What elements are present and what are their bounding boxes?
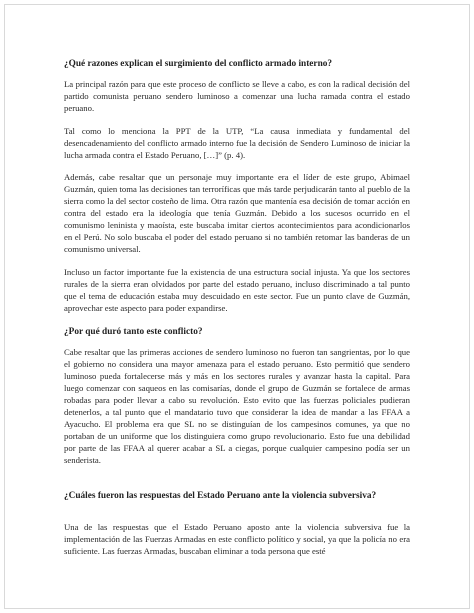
paragraph: Cabe resaltar que las primeras acciones de sendero luminoso no fueron tan sangrientas, por lo que el gobierno no considera una mayor amenaza para el estado peruano. Esto permitió que sendero luminoso pueda fortalecerse más y más en los sectores rurales y avanzar hasta la capital. Para luego comenzar con saqueos en las comisarías, donde el grupo de Guzmán se fortalece de armas robadas para poder llevar a cabo su revolución. Esto evito que las fuerzas policiales pudieran detenerlos, a tal punto que el mandatario tuvo que considerar la idea de mandar a las FFAA a Ayacucho. El problema era que SL no se distinguían de los campesinos comunes, ya que no portaban de un uniforme que los distinguiera como grupo revolucionario. Esto fue una debilidad por parte de las FFAA al querer acabar a SL a ciegas, porque cualquier campesino podía ser un senderista. bbox=[64, 347, 410, 465]
section-heading-causes: ¿Qué razones explican el surgimiento del conflicto armado interno? bbox=[64, 59, 333, 69]
paragraph: Además, cabe resaltar que un personaje muy importante era el líder de este grupo, Abimael Guzmán, quien toma las decisiones tan terroríficas que más tarde perjudicarán tanto al pueblo de la sierra como la del sector costeño de lima. Otra razón que mantenía esa decisión de tomar acción en contra del estado era la ideología que tenía Guzmán. Debido a los sucesos ocurrido en el comunismo leninista y maoísta, este buscaba imitar ciertos acontecimientos para acondicionarlos en el Perú. No solo buscaba el poder del estado peruano si no también retomar las banderas de un comunismo universal. bbox=[64, 172, 410, 254]
paragraph: Una de las respuestas que el Estado Peruano aposto ante la violencia subversiva fue la implementación de las Fuerzas Armadas en este conflicto político y social, ya que la policía no era suficiente. Las fuerzas Armadas, buscaban eliminar a toda persona que esté bbox=[64, 522, 410, 557]
section-heading-state-response: ¿Cuáles fueron las respuestas del Estado Peruano ante la violencia subversiva? bbox=[64, 491, 377, 502]
paragraph: Tal como lo menciona la PPT de la UTP, “La causa inmediata y fundamental del desencadenamiento del conflicto armado interno fue la decisión de Sendero Luminoso de iniciar la lucha armada contra el Estado Peruano, […]” (p. 4). bbox=[64, 125, 410, 160]
paragraph: Incluso un factor importante fue la existencia de una estructura social injusta. Ya que los sectores rurales de la sierra eran olvidados por parte del estado peruano, incluso discriminado a tal punto que el tema de educación estaba muy descuidado en este sector. Fue un punto clave de Guzmán, aprovechar este aspecto para poder expandirse. bbox=[64, 266, 410, 313]
document-body bbox=[64, 58, 410, 567]
section-heading-duration: ¿Por qué duró tanto este conflicto? bbox=[64, 327, 203, 338]
paragraph: La principal razón para que este proceso de conflicto se lleve a cabo, es con la radical decisión del partido comunista peruano sendero luminoso a comenzar una lucha ramada contra el estado peruano. bbox=[64, 79, 410, 113]
